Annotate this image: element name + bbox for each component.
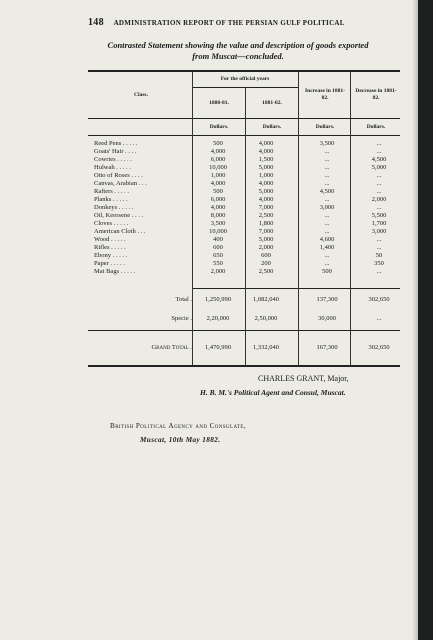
table-row: Paper . . . . . 550 200 ... 350	[94, 260, 384, 267]
header-bottom-rule	[88, 118, 400, 119]
table-row: Cowries . . . . . 6,000 1,500 ... 4,500	[94, 156, 387, 163]
table-row: Cloves . . . . . 3,500 1,800 ... 1,700	[94, 220, 387, 227]
year2-header: 1881-82.	[262, 100, 282, 106]
table-row: Wood . . . . . 400 5,000 4,600 ...	[94, 236, 382, 243]
table-row: Donkeys . . . . . 4,000 7,000 3,000 ...	[94, 204, 382, 211]
grand-total-row: Grand Total . 1,470,990 1,332,040 167,300 302,650	[94, 344, 394, 352]
agency-line: British Political Agency and Consulate,	[110, 422, 247, 430]
table-row: Planks . . . . . 6,000 4,000 ... 2,000	[94, 196, 387, 203]
increase-header: Increase in 1881-82.	[305, 88, 345, 101]
table-caption	[88, 40, 388, 62]
grand-total-label: Grand Total .	[151, 344, 192, 351]
unit-4: Dollars.	[366, 124, 386, 130]
total-row: Total . 1,250,990 1,082,040 137,300 302,650	[94, 296, 394, 304]
table-row: Goats' Hair . . . . 4,000 4,000 ... ...	[94, 148, 382, 155]
class-header: Class.	[134, 92, 148, 98]
specie-row: Specie . 2,20,000 2,50,000 30,000 ...	[94, 315, 394, 323]
units-rule	[88, 135, 400, 136]
signature-title: H. B. M.'s Political Agent and Consul, Muscat.	[200, 388, 346, 397]
subtotal-rule	[192, 288, 400, 289]
table-row: Rafters . . . . . 500 5,000 4,500 ...	[94, 188, 382, 195]
unit-3: Dollars.	[315, 124, 335, 130]
table-row: Mat Bags . . . . . 2,000 2,500 500 ...	[94, 268, 382, 275]
unit-2: Dollars.	[262, 124, 282, 130]
table-top-rule	[88, 70, 400, 72]
table-bottom-rule	[88, 365, 400, 367]
caption-line-1: Contrasted Statement showing the value and description of goods exported	[107, 40, 369, 50]
specie-label: Specie .	[171, 315, 192, 322]
official-years-header: For the official years	[220, 76, 270, 82]
decrease-header: Decrease in 1881-82.	[355, 88, 397, 101]
agency-date: Muscat, 10th May 1882.	[140, 436, 221, 444]
signature-name: CHARLES GRANT, Major,	[258, 374, 349, 383]
table-row: American Cloth . . . 10,000 7,000 ... 3,000	[94, 228, 387, 235]
caption-line-2: from Muscat—concluded.	[192, 51, 284, 61]
table-row: Ebony . . . . . 650 600 ... 50	[94, 252, 383, 259]
running-header	[88, 17, 388, 28]
table-row: Canvas, Arabian . . . 4,000 4,000 ... ...	[94, 180, 382, 187]
total-label: Total .	[175, 296, 192, 303]
table-row: Oil, Kerosene . . . . 8,000 2,500 ... 5,500	[94, 212, 387, 219]
table-row: Otto of Roses . . . . 1,000 1,000 ... ...	[94, 172, 382, 179]
year1-header: 1880-81.	[209, 100, 229, 106]
unit-1: Dollars.	[209, 124, 229, 130]
page-number: 148	[88, 17, 104, 28]
grand-top-rule	[88, 330, 400, 331]
running-title: ADMINISTRATION REPORT OF THE PERSIAN GULF POLITICAL	[113, 19, 345, 27]
table-row: Rifles . . . . . 600 2,000 1,400 ...	[94, 244, 382, 251]
table-row: Hulwah . . . . . 10,000 5,000 ... 5,000	[94, 164, 387, 171]
table-row: Reed Pens . . . . . 500 4,000 3,500 ...	[94, 140, 382, 147]
